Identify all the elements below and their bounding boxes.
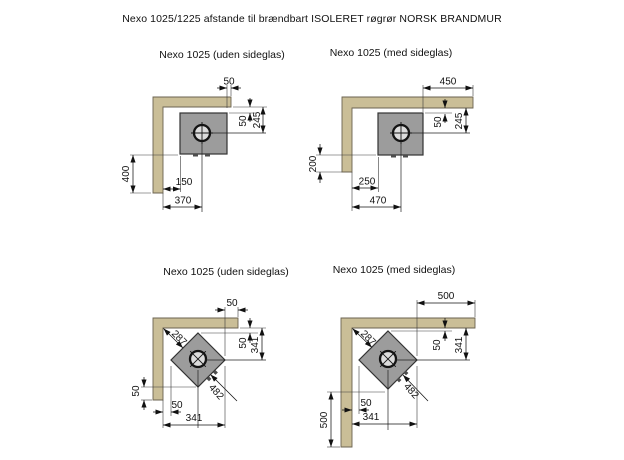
dim-label: 200 bbox=[308, 155, 319, 173]
dim-label: 50 bbox=[360, 398, 372, 409]
dim-label: 370 bbox=[174, 195, 192, 207]
subtitle-bottom-right: Nexo 1025 (med sideglas) bbox=[332, 264, 456, 276]
dim-label: 400 bbox=[121, 165, 132, 183]
dim-label: 250 bbox=[358, 176, 376, 188]
diagram-top-left bbox=[121, 77, 267, 213]
dim-label: 482 bbox=[206, 382, 226, 403]
dim-label: 245 bbox=[252, 111, 263, 129]
dim-label: 341 bbox=[250, 336, 261, 354]
dim-label: 341 bbox=[362, 412, 380, 423]
dim-label: 50 bbox=[131, 385, 142, 397]
dim-label: 500 bbox=[319, 411, 330, 429]
dim-label: 50 bbox=[433, 116, 444, 128]
diagram-bottom-left bbox=[131, 298, 266, 428]
dim-label: 50 bbox=[171, 400, 183, 411]
dim-label: 470 bbox=[369, 195, 387, 207]
diagram-top-right bbox=[308, 77, 473, 213]
dim-label: 287 bbox=[357, 328, 378, 349]
dim-label: 287 bbox=[168, 328, 189, 349]
subtitle-top-right: Nexo 1025 (med sideglas) bbox=[329, 47, 453, 59]
stove-hinge bbox=[403, 155, 408, 158]
dim-label: 50 bbox=[226, 298, 238, 309]
dim-label: 500 bbox=[437, 291, 455, 302]
dim-label: 50 bbox=[432, 339, 443, 351]
dim-label: 341 bbox=[454, 336, 465, 354]
dim-label: 50 bbox=[238, 115, 249, 127]
dim-label: 150 bbox=[175, 177, 193, 188]
dim-label: 50 bbox=[223, 76, 235, 88]
diagram-bottom-right bbox=[319, 291, 475, 447]
subtitle-top-left: Nexo 1025 (uden sideglas) bbox=[159, 49, 285, 61]
stove-hinge bbox=[193, 154, 198, 157]
dim-label: 341 bbox=[185, 413, 203, 424]
dim-label: 50 bbox=[238, 337, 249, 349]
stove-hinge bbox=[205, 154, 210, 157]
subtitle-bottom-left: Nexo 1025 (uden sideglas) bbox=[163, 266, 289, 278]
stove-hinge bbox=[391, 155, 396, 158]
dim-label: 450 bbox=[439, 76, 457, 88]
dim-label: 245 bbox=[454, 112, 465, 130]
dim-label: 482 bbox=[401, 381, 421, 402]
page-title: Nexo 1025/1225 afstande til brændbart ISOLERET røgrør NORSK BRANDMUR bbox=[122, 13, 502, 25]
